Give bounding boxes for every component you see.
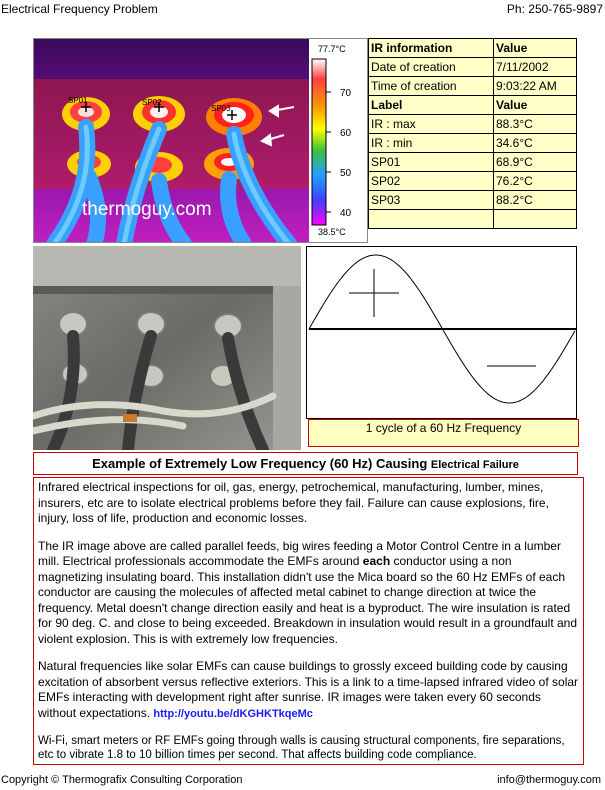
ir-table-value: Value [494, 96, 577, 115]
ir-info-table [368, 38, 577, 229]
ir-table-label: IR : max [369, 115, 494, 134]
scale-tick: 70 [340, 88, 352, 99]
ir-table-value [494, 210, 577, 229]
scale-tick: 60 [340, 128, 352, 139]
watermark: thermoguy.com [82, 199, 212, 220]
section-title-small: Electrical Failure [430, 459, 519, 471]
ir-table-value: 7/11/2002 [494, 58, 577, 77]
ir-table-label [369, 210, 494, 229]
ir-table-row [369, 134, 577, 153]
page-title: Electrical Frequency Problem [1, 2, 158, 16]
paragraph: Infrared electrical inspections for oil, gas, energy, petrochemical, manufacturing, lumber, mines, insurers, etc are to isolate electrical problems before they fail. Failure can cause explosions, fire, injury, loss of life, production and economic losses. [38, 480, 549, 525]
spot-label: SP03 [211, 104, 231, 113]
section-title [33, 452, 578, 475]
ir-table-label: SP01 [369, 153, 494, 172]
section-title-main: Example of Extremely Low Frequency (60 Hz) Causing [92, 456, 431, 471]
ir-table-value: 76.2°C [494, 172, 577, 191]
ir-table-label: Date of creation [369, 58, 494, 77]
ir-table-label: SP02 [369, 172, 494, 191]
ir-table-row [369, 96, 577, 115]
spot-label: SP02 [142, 98, 162, 107]
ir-table-label: Label [369, 96, 494, 115]
thermal-graphic [34, 39, 368, 243]
ir-table-row [369, 153, 577, 172]
scale-max: 77.7°C [318, 44, 346, 54]
ir-table-value: 68.9°C [494, 153, 577, 172]
thermal-image [33, 38, 368, 243]
ir-table-row [369, 210, 577, 229]
ir-table-value: Value [494, 39, 577, 58]
ir-table-label: IR information [369, 39, 494, 58]
color-scale [312, 59, 326, 225]
ir-table-label: SP03 [369, 191, 494, 210]
sine-wave-diagram [306, 246, 577, 419]
phone-number: Ph: 250-765-9897 [506, 2, 603, 16]
ir-table-row [369, 172, 577, 191]
email-link[interactable]: info@thermoguy.com [497, 774, 601, 786]
ir-table-row [369, 77, 577, 96]
ir-table-row [369, 39, 577, 58]
spot-label: SP01 [68, 96, 88, 105]
sine-caption: 1 cycle of a 60 Hz Frequency [308, 419, 579, 447]
ir-table-row [369, 115, 577, 134]
paragraph: Natural frequencies like solar EMFs can cause buildings to grossly exceed building code by causing excitation of absorbent versus reflective exteriors. This is a link to a time-lapsed infrared video of solar EMFs interacting with development right after sunrise. IR images were taken every 60 seconds without expectations. http://youtu.be/dKGHKTkqeMc [38, 659, 579, 720]
body-text [33, 477, 584, 765]
paragraph: Wi-Fi, smart meters or RF EMFs going through walls is causing structural components, fire separations, etc to vibrate 1.8 to 10 billion times per second. That affects building code compliance. [38, 735, 565, 761]
copyright: Copyright © Thermografix Consulting Corporation [1, 774, 243, 786]
paragraph: The IR image above are called parallel feeds, big wires feeding a Motor Control Centre in a lumber mill. Electrical professionals accommodate the EMFs around each conductor using a non magnetizing insulating board. This installation didn't use the Mica board so the 60 Hz EMFs of each conductor are causing the molecules of affected metal cabinet to change direction at twice the frequency. Metal doesn't change direction easily and heat is a byproduct. The wire insulation is rated for 90 deg. C. and close to being exceeded. Breakdown in insulation would result in a groundfault and violent explosion. This is with extremely low frequencies. [38, 538, 578, 646]
ir-table-value: 9:03:22 AM [494, 77, 577, 96]
scale-tick: 50 [340, 168, 352, 179]
plus-sign [349, 269, 399, 317]
video-link[interactable]: http://youtu.be/dKGHKTkqeMc [153, 707, 313, 720]
ir-table-label: Time of creation [369, 77, 494, 96]
cabinet-photo [33, 246, 301, 450]
scale-tick: 40 [340, 208, 352, 219]
ir-table-row [369, 58, 577, 77]
ir-table-row [369, 191, 577, 210]
emphasis: each [362, 554, 391, 568]
ir-table-value: 88.2°C [494, 191, 577, 210]
ir-table-label: IR : min [369, 134, 494, 153]
scale-min: 38.5°C [318, 227, 346, 237]
ir-table-value: 34.6°C [494, 134, 577, 153]
ir-table-value: 88.3°C [494, 115, 577, 134]
